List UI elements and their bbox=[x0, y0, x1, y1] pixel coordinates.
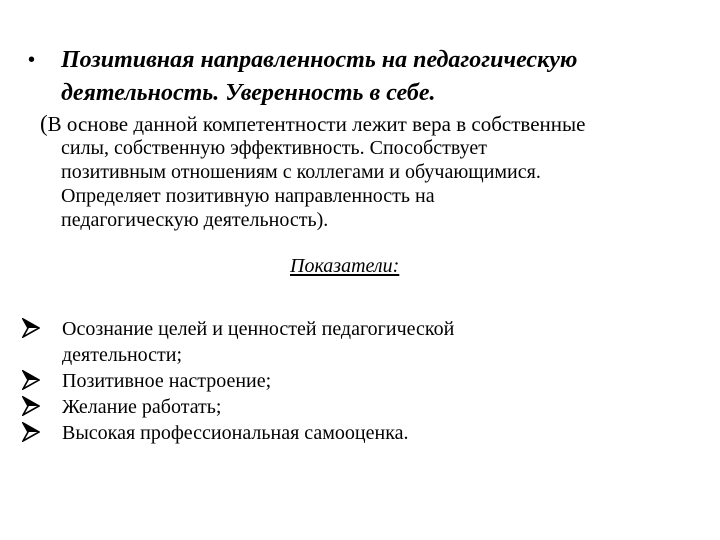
description-line-text: В основе данной компетентности лежит вера в собственные bbox=[47, 112, 586, 136]
arrowhead-bullet-icon bbox=[22, 396, 40, 416]
indicators-title: Показатели: bbox=[290, 255, 400, 277]
competency-title bbox=[61, 44, 691, 110]
list-item bbox=[22, 420, 702, 446]
list-item bbox=[22, 394, 702, 420]
list-item-line: Желание работать; bbox=[62, 396, 222, 418]
arrowhead-bullet-icon bbox=[22, 370, 40, 390]
description-line bbox=[40, 112, 690, 136]
description-line: педагогическую деятельность). bbox=[61, 209, 329, 231]
competency-description bbox=[40, 112, 690, 232]
competency-title-line: Позитивная направленность на педагогическую bbox=[61, 47, 578, 73]
indicators-heading-row bbox=[0, 254, 712, 284]
open-paren: ( bbox=[40, 111, 48, 136]
description-line: силы, собственную эффективность. Способствует bbox=[61, 137, 487, 159]
bullet-dot-icon: • bbox=[28, 49, 36, 71]
arrowhead-bullet-icon bbox=[22, 318, 40, 338]
list-item-text bbox=[62, 316, 702, 368]
arrowhead-bullet-icon bbox=[22, 422, 40, 442]
description-line: Определяет позитивную направленность на bbox=[61, 185, 435, 207]
description-line: позитивным отношениям с коллегами и обучающимися. bbox=[61, 161, 541, 183]
list-item-line: деятельности; bbox=[62, 344, 183, 366]
list-item-text bbox=[62, 394, 702, 420]
list-item-line: Высокая профессиональная самооценка. bbox=[62, 422, 409, 444]
list-item bbox=[22, 368, 702, 394]
competency-title-line: деятельность. Уверенность в себе. bbox=[61, 80, 436, 106]
list-item-line: Позитивное настроение; bbox=[62, 370, 272, 392]
indicators-list bbox=[22, 316, 702, 446]
list-item-text bbox=[62, 368, 702, 394]
list-item-text bbox=[62, 420, 702, 446]
list-item-line: Осознание целей и ценностей педагогической bbox=[62, 318, 455, 340]
list-item bbox=[22, 316, 702, 368]
